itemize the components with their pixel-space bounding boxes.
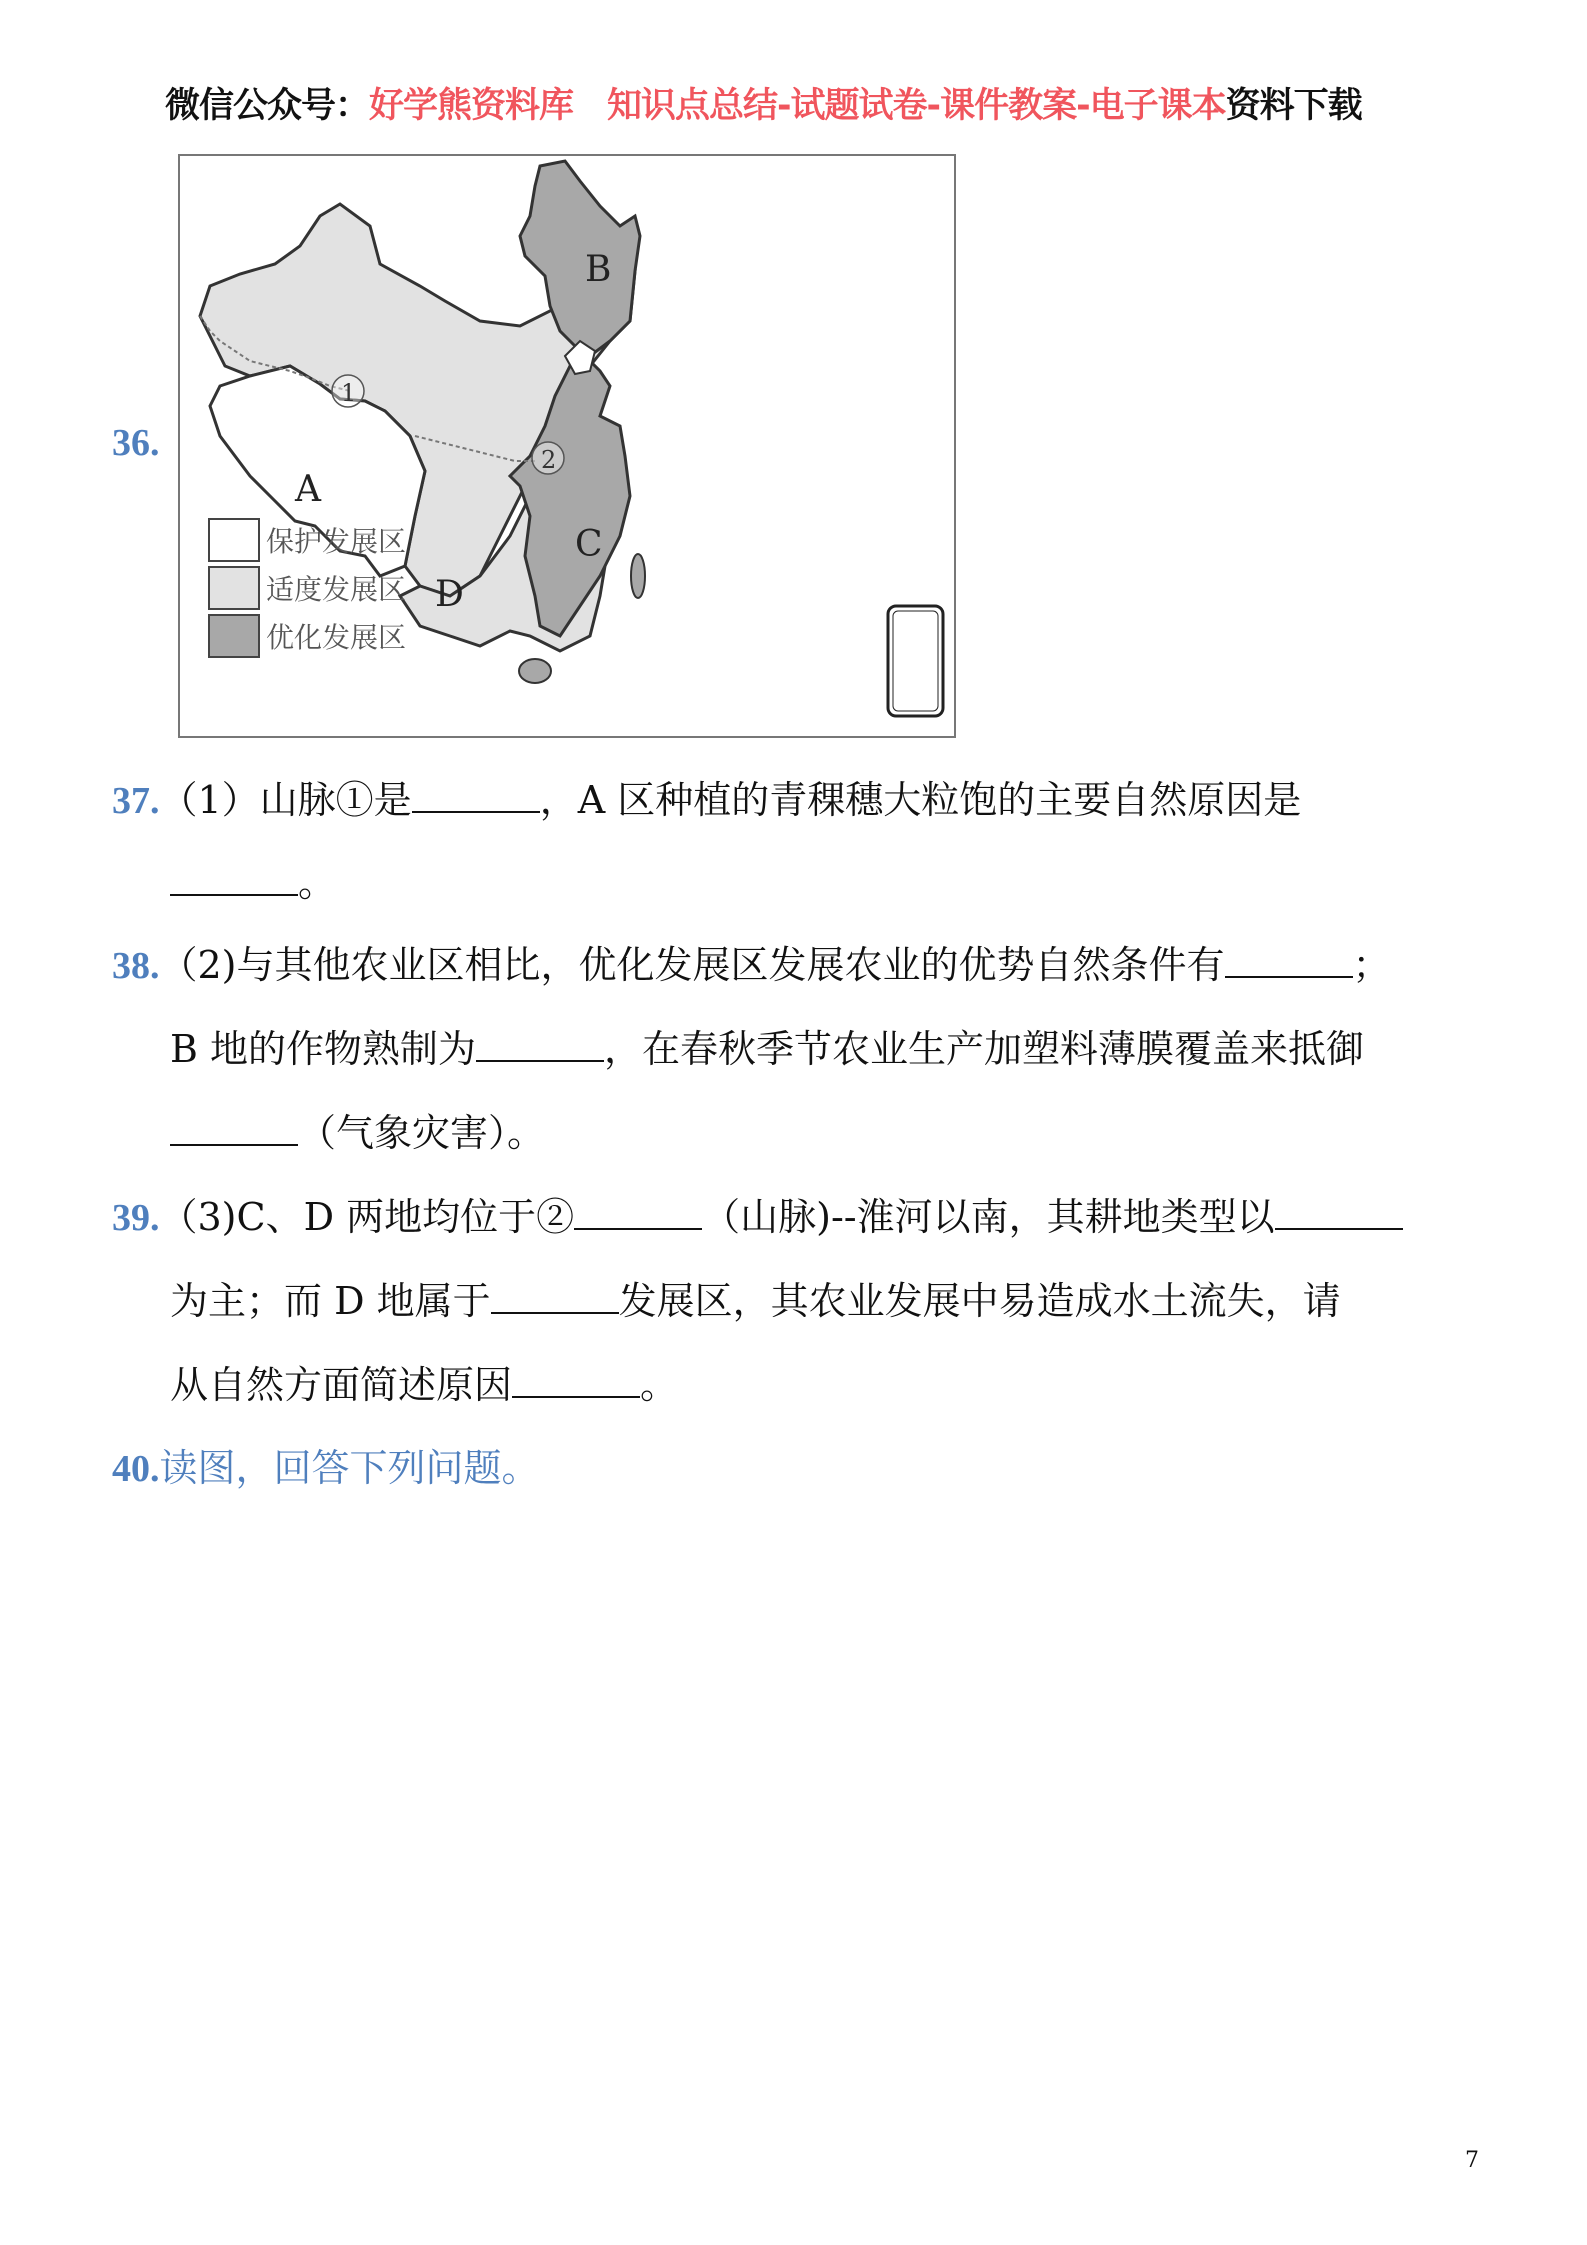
question-text: （2)与其他农业区相比，优化发展区发展农业的优势自然条件有 bbox=[159, 943, 1225, 987]
question-text: （气象灾害）。 bbox=[298, 1111, 546, 1155]
question-37-line-1 bbox=[112, 775, 1301, 826]
question-number-40: 40. bbox=[112, 1448, 160, 1490]
question-text: （3)C、D 两地均位于② bbox=[159, 1195, 575, 1239]
answer-blank[interactable] bbox=[1275, 1192, 1403, 1230]
legend-item-optimized bbox=[208, 612, 406, 660]
question-text: ，A 区种植的青稞穗大粒饱的主要自然原因是 bbox=[539, 778, 1302, 822]
question-text: （山脉)--淮河以南，其耕地类型以 bbox=[702, 1195, 1275, 1239]
question-38-line-1 bbox=[112, 940, 1391, 991]
question-text: 。 bbox=[298, 861, 337, 905]
banner-highlight: 好学熊资料库 知识点总结-试题试卷-课件教案-电子课本 bbox=[369, 86, 1226, 126]
map-label-b: B bbox=[585, 249, 612, 290]
question-number-38: 38. bbox=[112, 945, 160, 987]
map-legend bbox=[208, 516, 406, 660]
legend-label: 适度发展区 bbox=[266, 573, 407, 606]
answer-blank[interactable] bbox=[170, 1108, 298, 1146]
map-label-c: C bbox=[575, 524, 603, 565]
question-39-line-3 bbox=[170, 1360, 678, 1410]
question-number-37: 37. bbox=[112, 780, 160, 822]
banner-suffix: 资料下载 bbox=[1225, 86, 1362, 126]
legend-swatch-white bbox=[208, 518, 260, 562]
question-37-line-2 bbox=[170, 858, 336, 908]
hainan-island bbox=[519, 659, 551, 683]
legend-swatch-dark-gray bbox=[208, 614, 260, 658]
legend-swatch-light-gray bbox=[208, 566, 260, 610]
answer-blank[interactable] bbox=[491, 1276, 619, 1314]
header-banner bbox=[165, 78, 1445, 128]
china-agriculture-zones-map bbox=[178, 154, 956, 738]
mountain-marker-2: 2 bbox=[541, 446, 557, 474]
question-number-36: 36. bbox=[112, 422, 160, 464]
answer-blank[interactable] bbox=[476, 1024, 604, 1062]
question-text: （1）山脉①是 bbox=[159, 778, 412, 822]
question-38-line-3 bbox=[170, 1108, 545, 1158]
south-china-sea-inset bbox=[888, 606, 943, 716]
question-39-line-1 bbox=[112, 1192, 1403, 1243]
question-38-line-2 bbox=[170, 1024, 1364, 1074]
legend-label: 优化发展区 bbox=[266, 621, 407, 654]
legend-label: 保护发展区 bbox=[266, 525, 407, 558]
answer-blank[interactable] bbox=[512, 1360, 640, 1398]
banner-prefix: 微信公众号： bbox=[165, 86, 370, 126]
answer-blank[interactable] bbox=[1225, 940, 1353, 978]
legend-item-moderate bbox=[208, 564, 406, 612]
question-text: ，在春秋季节农业生产加塑料薄膜覆盖来抵御 bbox=[604, 1027, 1365, 1071]
map-label-d: D bbox=[435, 574, 464, 615]
question-text: 为主；而 D 地属于 bbox=[170, 1279, 491, 1323]
mountain-marker-1: 1 bbox=[341, 379, 357, 407]
map-label-a: A bbox=[295, 469, 321, 510]
answer-blank[interactable] bbox=[412, 775, 540, 813]
question-number-39: 39. bbox=[112, 1197, 160, 1239]
question-39-line-2 bbox=[170, 1276, 1341, 1326]
question-40-text: 读图，回答下列问题。 bbox=[159, 1446, 540, 1490]
answer-blank[interactable] bbox=[574, 1192, 702, 1230]
legend-item-protection bbox=[208, 516, 406, 564]
question-text: B 地的作物熟制为 bbox=[170, 1027, 477, 1071]
answer-blank[interactable] bbox=[170, 858, 298, 896]
question-text: 发展区，其农业发展中易造成水土流失，请 bbox=[618, 1279, 1341, 1323]
question-text: ； bbox=[1352, 943, 1391, 987]
question-40 bbox=[112, 1443, 540, 1494]
question-text: 从自然方面简述原因 bbox=[170, 1363, 513, 1407]
question-text: 。 bbox=[640, 1363, 679, 1407]
page-number: 7 bbox=[1465, 2148, 1479, 2173]
taiwan-island bbox=[631, 554, 645, 598]
